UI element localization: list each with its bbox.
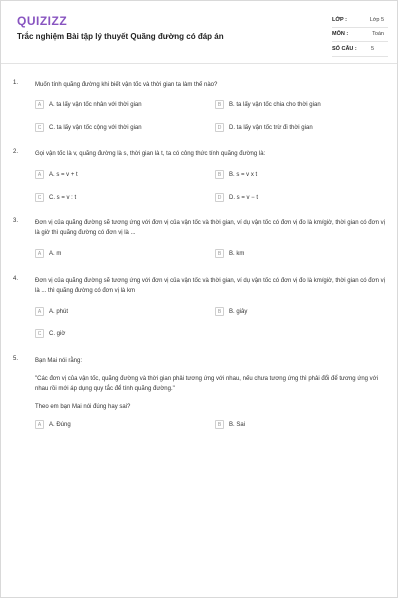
page-title: Trắc nghiệm Bài tập lý thuyết Quãng đường có đáp án [17,32,224,41]
option-text: D. s = v − t [229,194,259,201]
question-text: Muốn tính quãng đường khi biết vận tốc và thời gian ta làm thế nào? [35,82,218,88]
answer-option-a[interactable] [35,249,61,258]
meta-value: 5 [370,45,374,52]
meta-row-subject [332,28,388,43]
answer-option-b[interactable] [215,420,245,429]
option-letter-box: C [35,329,44,338]
meta-label: SỐ CÂU : [332,45,357,52]
header-divider [1,63,397,64]
meta-label: MÔN : [332,31,349,38]
option-letter-box: D [215,193,224,202]
question-number: 1. [13,80,19,86]
worksheet-meta [332,13,388,57]
answer-option-c[interactable] [35,123,142,132]
option-text: C. s = v : t [49,194,77,201]
option-letter-box: A [35,100,44,109]
answer-option-a[interactable] [35,100,142,109]
meta-label: LỚP : [332,16,347,23]
option-text: A. m [49,250,62,257]
answer-option-a[interactable] [35,170,78,179]
question-text: Đơn vị của quãng đường sẽ tương ứng với đơn vị của vận tốc và thời gian, ví dụ vận tốc có đơn vị đo là km/giờ, thời gian có đơn vị là giờ thì quãng đường có đơn vị là ... [35,220,385,236]
option-letter-box: D [215,123,224,132]
question-number: 2. [13,149,19,155]
answer-option-d[interactable] [215,193,258,202]
option-text: A. Đúng [49,421,71,428]
option-letter-box: C [35,193,44,202]
question-number: 5. [13,356,19,362]
answer-option-b[interactable] [215,100,321,109]
option-text: C. ta lấy vận tốc cộng với thời gian [49,124,142,131]
answer-option-a[interactable] [35,307,68,316]
option-text: A. s = v + t [49,171,78,178]
answer-option-b[interactable] [215,249,244,258]
option-letter-box: B [215,420,224,429]
quizizz-logo: QUIZIZZ [17,14,68,28]
option-letter-box: B [215,100,224,109]
answer-option-b[interactable] [215,307,247,316]
option-letter-box: A [35,420,44,429]
option-letter-box: A [35,170,44,179]
answer-option-b[interactable] [215,170,257,179]
question-prompt: Theo em bạn Mai nói đúng hay sai? [35,404,131,410]
option-text: B. s = v x t [229,171,258,178]
option-letter-box: C [35,123,44,132]
option-text: B. giây [229,308,248,315]
answer-option-c[interactable] [35,329,65,338]
option-text: A. phút [49,308,69,315]
option-text: C. giờ [49,330,66,337]
question-text: Gọi vận tốc là v, quãng đường là s, thời gian là t, ta có công thức tính quãng đường là: [35,151,266,157]
option-text: A. ta lấy vận tốc nhân với thời gian [49,101,142,108]
option-letter-box: B [215,170,224,179]
question-number: 3. [13,218,19,224]
meta-row-class [332,13,388,28]
meta-value: Lớp 5 [369,16,384,23]
answer-option-d[interactable] [215,123,313,132]
question-intro: Bạn Mai nói rằng: [35,358,83,364]
meta-row-question-count [332,42,388,57]
option-letter-box: A [35,249,44,258]
option-text: B. ta lấy vận tốc chia cho thời gian [229,101,321,108]
question-number: 4. [13,276,19,282]
option-letter-box: B [215,249,224,258]
answer-option-c[interactable] [35,193,76,202]
option-text: B. km [229,250,245,257]
question-text: Đơn vị của quãng đường sẽ tương ứng với đơn vị của vận tốc và thời gian, ví dụ vận tốc có đơn vị đo là km/giờ, thời gian có đơn vị là ... thì quãng đường có đơn vị là km [35,278,385,294]
answer-option-a[interactable] [35,420,71,429]
option-text: D. ta lấy vận tốc trừ đi thời gian [229,124,313,131]
option-letter-box: A [35,307,44,316]
question-text [35,356,391,420]
option-text: B. Sai [229,421,246,428]
option-letter-box: B [215,307,224,316]
meta-value: Toán [372,31,384,38]
question-quote: "Các đơn vị của vận tốc, quãng đường và thời gian phải tương ứng với nhau, nếu chưa tương ứng thì phải đổi để tương ứng với nhau rồi mới áp dụng quy tắc để tính quãng đường." [35,376,378,392]
